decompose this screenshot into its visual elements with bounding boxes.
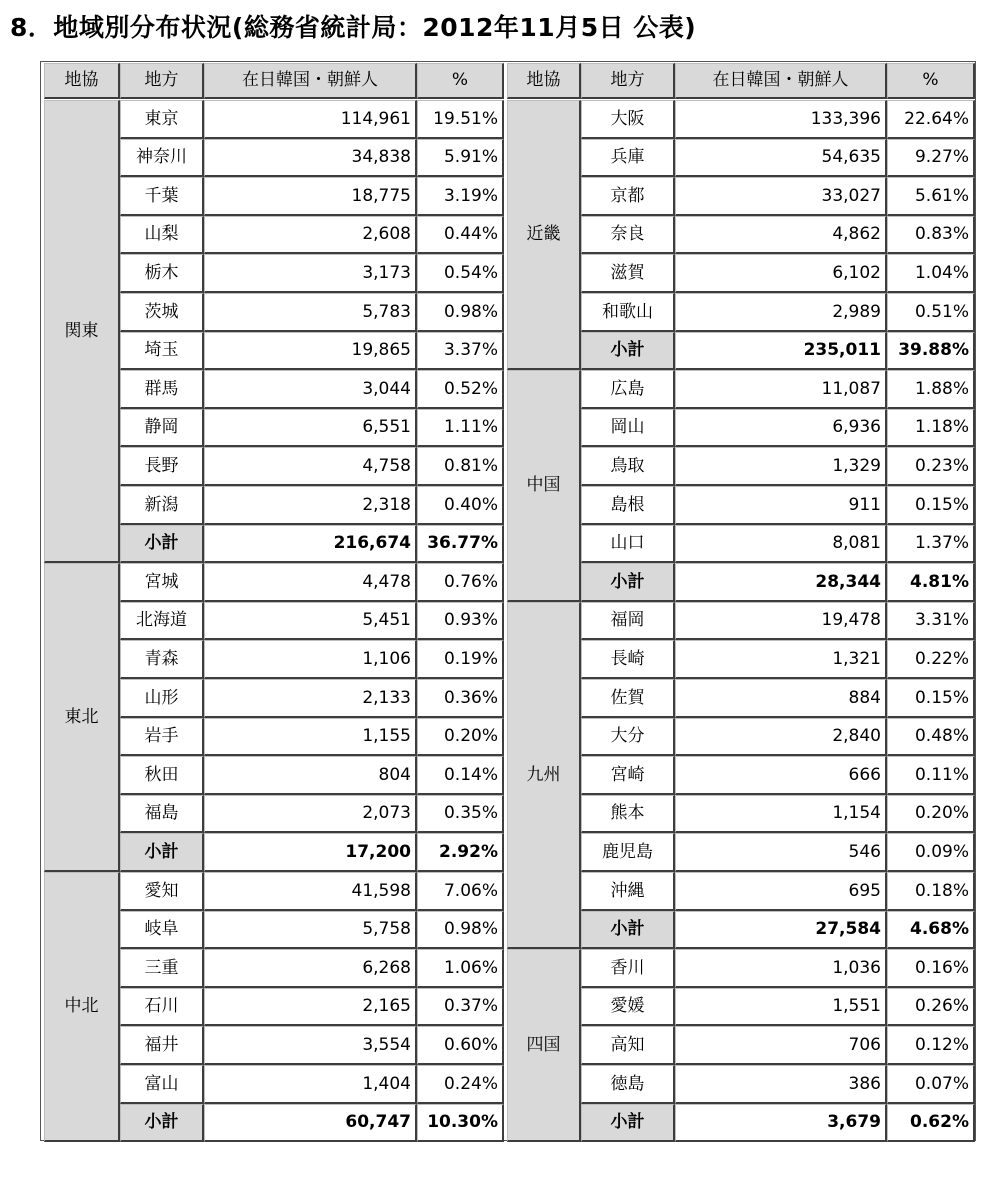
resident-percent: 0.19% xyxy=(417,640,504,679)
distribution-table xyxy=(40,61,976,1141)
prefecture-name: 京都 xyxy=(581,177,675,216)
prefecture-name: 広島 xyxy=(581,370,675,409)
header-chiho: 地方 xyxy=(581,63,675,99)
prefecture-name: 石川 xyxy=(120,988,204,1026)
subtotal-percent: 39.88% xyxy=(887,332,975,370)
resident-percent: 9.27% xyxy=(887,139,975,177)
prefecture-name: 佐賀 xyxy=(581,679,675,718)
resident-percent: 0.15% xyxy=(887,679,975,718)
resident-count: 884 xyxy=(675,679,887,718)
subtotal-percent: 0.62% xyxy=(887,1104,975,1142)
resident-percent: 0.24% xyxy=(417,1065,504,1104)
prefecture-name: 三重 xyxy=(120,949,204,988)
header-pct: % xyxy=(417,63,504,99)
resident-count: 2,133 xyxy=(204,679,417,718)
prefecture-name: 富山 xyxy=(120,1065,204,1104)
resident-count: 706 xyxy=(675,1026,887,1065)
prefecture-name: 青森 xyxy=(120,640,204,679)
subtotal-label: 小計 xyxy=(120,525,204,563)
region-group-label: 九州 xyxy=(507,602,581,949)
prefecture-name: 東京 xyxy=(120,100,204,139)
resident-percent: 0.26% xyxy=(887,988,975,1026)
resident-percent: 0.54% xyxy=(417,254,504,293)
resident-count: 3,554 xyxy=(204,1026,417,1065)
resident-count: 19,865 xyxy=(204,332,417,370)
subtotal-label: 小計 xyxy=(120,1104,204,1142)
page-title: 8．地域別分布状況(総務省統計局：2012年11月5日 公表) xyxy=(10,13,697,42)
resident-percent: 1.06% xyxy=(417,949,504,988)
resident-percent: 1.37% xyxy=(887,525,975,563)
resident-count: 3,173 xyxy=(204,254,417,293)
region-group-label: 東北 xyxy=(44,563,120,872)
prefecture-name: 群馬 xyxy=(120,370,204,409)
resident-percent: 1.04% xyxy=(887,254,975,293)
resident-count: 2,165 xyxy=(204,988,417,1026)
resident-percent: 0.60% xyxy=(417,1026,504,1065)
header-pct: % xyxy=(887,63,975,99)
prefecture-name: 宮城 xyxy=(120,563,204,602)
resident-count: 6,936 xyxy=(675,409,887,447)
resident-count: 5,758 xyxy=(204,911,417,949)
prefecture-name: 高知 xyxy=(581,1026,675,1065)
resident-percent: 7.06% xyxy=(417,872,504,911)
prefecture-name: 香川 xyxy=(581,949,675,988)
resident-count: 386 xyxy=(675,1065,887,1104)
resident-percent: 0.07% xyxy=(887,1065,975,1104)
prefecture-name: 福岡 xyxy=(581,602,675,640)
subtotal-count: 216,674 xyxy=(204,525,417,563)
resident-count: 34,838 xyxy=(204,139,417,177)
prefecture-name: 愛媛 xyxy=(581,988,675,1026)
resident-percent: 0.18% xyxy=(887,872,975,911)
resident-count: 1,404 xyxy=(204,1065,417,1104)
resident-count: 695 xyxy=(675,872,887,911)
resident-percent: 0.35% xyxy=(417,795,504,833)
resident-count: 4,478 xyxy=(204,563,417,602)
prefecture-name: 島根 xyxy=(581,486,675,525)
resident-count: 1,154 xyxy=(675,795,887,833)
header-chiho: 地方 xyxy=(120,63,204,99)
prefecture-name: 愛知 xyxy=(120,872,204,911)
prefecture-name: 長崎 xyxy=(581,640,675,679)
header-count: 在日韓国・朝鮮人 xyxy=(204,63,417,99)
resident-count: 5,451 xyxy=(204,602,417,640)
prefecture-name: 熊本 xyxy=(581,795,675,833)
subtotal-percent: 4.81% xyxy=(887,563,975,602)
prefecture-name: 茨城 xyxy=(120,293,204,332)
subtotal-count: 60,747 xyxy=(204,1104,417,1142)
resident-percent: 0.36% xyxy=(417,679,504,718)
resident-count: 41,598 xyxy=(204,872,417,911)
resident-percent: 0.81% xyxy=(417,447,504,486)
resident-count: 1,551 xyxy=(675,988,887,1026)
prefecture-name: 新潟 xyxy=(120,486,204,525)
header-chikyo: 地協 xyxy=(507,63,581,99)
resident-percent: 0.11% xyxy=(887,756,975,795)
resident-count: 2,073 xyxy=(204,795,417,833)
resident-percent: 1.18% xyxy=(887,409,975,447)
resident-count: 546 xyxy=(675,833,887,872)
subtotal-count: 3,679 xyxy=(675,1104,887,1142)
resident-count: 1,036 xyxy=(675,949,887,988)
resident-percent: 0.51% xyxy=(887,293,975,332)
subtotal-label: 小計 xyxy=(581,332,675,370)
prefecture-name: 徳島 xyxy=(581,1065,675,1104)
resident-percent: 0.93% xyxy=(417,602,504,640)
resident-count: 1,329 xyxy=(675,447,887,486)
resident-percent: 0.20% xyxy=(887,795,975,833)
subtotal-count: 27,584 xyxy=(675,911,887,949)
resident-percent: 3.31% xyxy=(887,602,975,640)
subtotal-label: 小計 xyxy=(581,1104,675,1142)
resident-percent: 0.98% xyxy=(417,293,504,332)
resident-percent: 3.37% xyxy=(417,332,504,370)
resident-count: 666 xyxy=(675,756,887,795)
prefecture-name: 静岡 xyxy=(120,409,204,447)
resident-count: 911 xyxy=(675,486,887,525)
resident-count: 133,396 xyxy=(675,100,887,139)
resident-count: 6,551 xyxy=(204,409,417,447)
subtotal-label: 小計 xyxy=(581,911,675,949)
resident-count: 2,840 xyxy=(675,718,887,756)
resident-count: 114,961 xyxy=(204,100,417,139)
prefecture-name: 鳥取 xyxy=(581,447,675,486)
resident-percent: 3.19% xyxy=(417,177,504,216)
resident-count: 54,635 xyxy=(675,139,887,177)
prefecture-name: 山形 xyxy=(120,679,204,718)
resident-count: 3,044 xyxy=(204,370,417,409)
resident-percent: 0.37% xyxy=(417,988,504,1026)
resident-percent: 0.16% xyxy=(887,949,975,988)
resident-count: 2,318 xyxy=(204,486,417,525)
subtotal-label: 小計 xyxy=(581,563,675,602)
resident-count: 2,608 xyxy=(204,216,417,254)
resident-percent: 0.22% xyxy=(887,640,975,679)
region-group-label: 関東 xyxy=(44,100,120,563)
header-chikyo: 地協 xyxy=(44,63,120,99)
resident-percent: 0.23% xyxy=(887,447,975,486)
resident-count: 33,027 xyxy=(675,177,887,216)
resident-percent: 0.12% xyxy=(887,1026,975,1065)
prefecture-name: 栃木 xyxy=(120,254,204,293)
subtotal-percent: 10.30% xyxy=(417,1104,504,1142)
prefecture-name: 鹿児島 xyxy=(581,833,675,872)
resident-percent: 0.15% xyxy=(887,486,975,525)
prefecture-name: 福井 xyxy=(120,1026,204,1065)
prefecture-name: 山梨 xyxy=(120,216,204,254)
region-group-label: 中北 xyxy=(44,872,120,1142)
resident-count: 2,989 xyxy=(675,293,887,332)
prefecture-name: 長野 xyxy=(120,447,204,486)
prefecture-name: 兵庫 xyxy=(581,139,675,177)
prefecture-name: 秋田 xyxy=(120,756,204,795)
resident-count: 5,783 xyxy=(204,293,417,332)
subtotal-percent: 4.68% xyxy=(887,911,975,949)
resident-count: 804 xyxy=(204,756,417,795)
resident-percent: 1.11% xyxy=(417,409,504,447)
prefecture-name: 岐阜 xyxy=(120,911,204,949)
resident-count: 4,862 xyxy=(675,216,887,254)
prefecture-name: 北海道 xyxy=(120,602,204,640)
resident-count: 1,106 xyxy=(204,640,417,679)
resident-percent: 0.48% xyxy=(887,718,975,756)
subtotal-percent: 36.77% xyxy=(417,525,504,563)
resident-percent: 22.64% xyxy=(887,100,975,139)
prefecture-name: 和歌山 xyxy=(581,293,675,332)
resident-count: 18,775 xyxy=(204,177,417,216)
prefecture-name: 神奈川 xyxy=(120,139,204,177)
resident-percent: 0.98% xyxy=(417,911,504,949)
resident-percent: 0.76% xyxy=(417,563,504,602)
region-group-label: 四国 xyxy=(507,949,581,1142)
resident-count: 11,087 xyxy=(675,370,887,409)
subtotal-percent: 2.92% xyxy=(417,833,504,872)
resident-percent: 0.20% xyxy=(417,718,504,756)
resident-percent: 5.61% xyxy=(887,177,975,216)
resident-count: 6,268 xyxy=(204,949,417,988)
resident-count: 8,081 xyxy=(675,525,887,563)
subtotal-count: 17,200 xyxy=(204,833,417,872)
resident-percent: 0.14% xyxy=(417,756,504,795)
resident-count: 4,758 xyxy=(204,447,417,486)
resident-percent: 19.51% xyxy=(417,100,504,139)
prefecture-name: 埼玉 xyxy=(120,332,204,370)
prefecture-name: 奈良 xyxy=(581,216,675,254)
prefecture-name: 福島 xyxy=(120,795,204,833)
prefecture-name: 山口 xyxy=(581,525,675,563)
resident-count: 1,321 xyxy=(675,640,887,679)
subtotal-count: 28,344 xyxy=(675,563,887,602)
prefecture-name: 千葉 xyxy=(120,177,204,216)
prefecture-name: 滋賀 xyxy=(581,254,675,293)
resident-count: 1,155 xyxy=(204,718,417,756)
prefecture-name: 岡山 xyxy=(581,409,675,447)
resident-percent: 5.91% xyxy=(417,139,504,177)
resident-percent: 0.09% xyxy=(887,833,975,872)
resident-percent: 0.40% xyxy=(417,486,504,525)
region-group-label: 近畿 xyxy=(507,100,581,370)
prefecture-name: 岩手 xyxy=(120,718,204,756)
header-count: 在日韓国・朝鮮人 xyxy=(675,63,887,99)
prefecture-name: 宮崎 xyxy=(581,756,675,795)
resident-percent: 1.88% xyxy=(887,370,975,409)
resident-count: 19,478 xyxy=(675,602,887,640)
prefecture-name: 大分 xyxy=(581,718,675,756)
prefecture-name: 大阪 xyxy=(581,100,675,139)
resident-percent: 0.52% xyxy=(417,370,504,409)
subtotal-count: 235,011 xyxy=(675,332,887,370)
resident-percent: 0.83% xyxy=(887,216,975,254)
resident-count: 6,102 xyxy=(675,254,887,293)
prefecture-name: 沖縄 xyxy=(581,872,675,911)
subtotal-label: 小計 xyxy=(120,833,204,872)
resident-percent: 0.44% xyxy=(417,216,504,254)
region-group-label: 中国 xyxy=(507,370,581,602)
